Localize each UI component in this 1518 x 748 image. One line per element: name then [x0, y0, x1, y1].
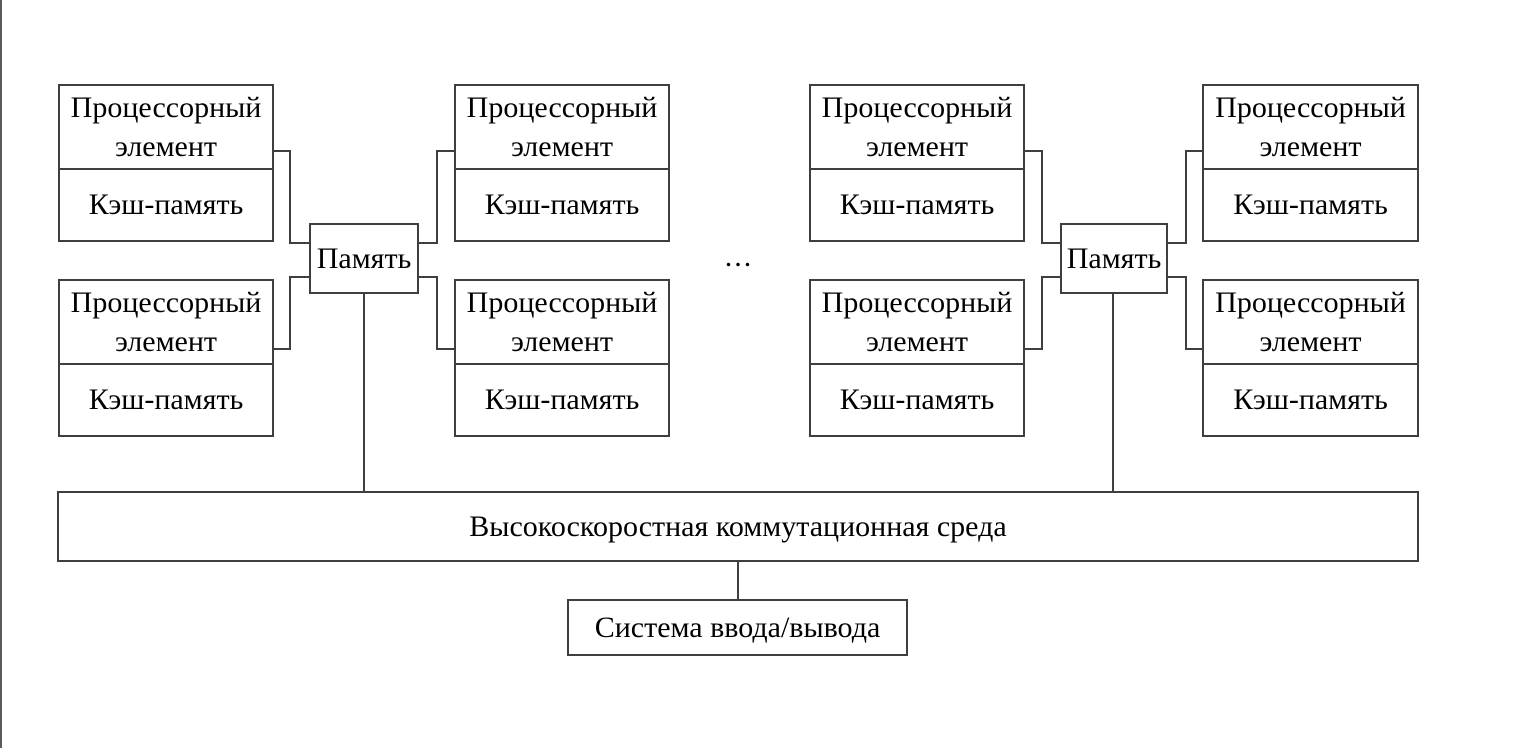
cache-memory-label: Кэш-память: [484, 188, 640, 221]
processor-element-box-2: [58, 279, 274, 437]
cache-memory-label: Кэш-память: [1233, 188, 1388, 221]
processor-element-line2: элемент: [510, 130, 614, 163]
processor-element-line1: Процессорный: [70, 286, 262, 319]
processor-element-label: [1204, 86, 1417, 170]
cache-memory-label: Кэш-память: [484, 383, 640, 416]
processor-element-label: [1204, 281, 1417, 365]
processor-element-label: [60, 86, 272, 170]
processor-element-line1: Процессорный: [1215, 286, 1406, 319]
connector-pe2-memory-left: [273, 277, 309, 349]
processor-element-label: [811, 281, 1023, 365]
connector-pe4-memory-left: [419, 277, 454, 349]
processor-element-line1: Процессорный: [821, 91, 1013, 124]
processor-element-line2: элемент: [114, 130, 218, 163]
processor-element-line2: элемент: [510, 325, 614, 358]
connector-pe6-memory-right: [1025, 277, 1060, 349]
cache-memory-label: Кэш-память: [1233, 383, 1388, 416]
processor-element-box-8: [1202, 279, 1419, 437]
connector-pe5-memory-right: [1025, 151, 1060, 243]
cache-memory-label: Кэш-память: [88, 383, 244, 416]
connector-pe3-memory-left: [419, 151, 454, 243]
processor-element-line2: элемент: [1259, 325, 1362, 358]
processor-element-line2: элемент: [1259, 130, 1362, 163]
processor-element-line1: Процессорный: [466, 91, 658, 124]
processor-element-label: [811, 86, 1023, 170]
processor-element-label: [456, 281, 668, 365]
processor-element-box-1: [58, 84, 274, 242]
cache-memory-label: Кэш-память: [88, 188, 244, 221]
processor-element-box-7: [1202, 84, 1419, 242]
processor-element-line2: элемент: [865, 325, 969, 358]
processor-element-box-3: [454, 84, 670, 242]
cache-memory-label: Кэш-память: [839, 188, 995, 221]
processor-element-label: [456, 86, 668, 170]
ellipsis-more-clusters: ...: [724, 240, 754, 273]
processor-element-line2: элемент: [865, 130, 969, 163]
processor-element-line1: Процессорный: [821, 286, 1013, 319]
connector-pe1-memory-left: [273, 151, 309, 243]
connector-pe7-memory-right: [1168, 151, 1202, 243]
processor-element-line1: Процессорный: [1215, 91, 1406, 124]
processor-element-label: [60, 281, 272, 365]
processor-element-line1: Процессорный: [70, 91, 262, 124]
processor-element-line2: элемент: [114, 325, 218, 358]
cache-memory-label: Кэш-память: [839, 383, 995, 416]
processor-element-line1: Процессорный: [466, 286, 658, 319]
processor-element-box-6: [809, 279, 1025, 437]
processor-element-box-4: [454, 279, 670, 437]
io-system-box: Система ввода/вывода: [567, 599, 908, 656]
memory-box-left: Память: [309, 223, 419, 294]
memory-box-right: Память: [1060, 223, 1168, 294]
processor-element-box-5: [809, 84, 1025, 242]
switching-fabric-box: Высокоскоростная коммутационная среда: [57, 491, 1419, 562]
connector-pe8-memory-right: [1168, 277, 1202, 349]
